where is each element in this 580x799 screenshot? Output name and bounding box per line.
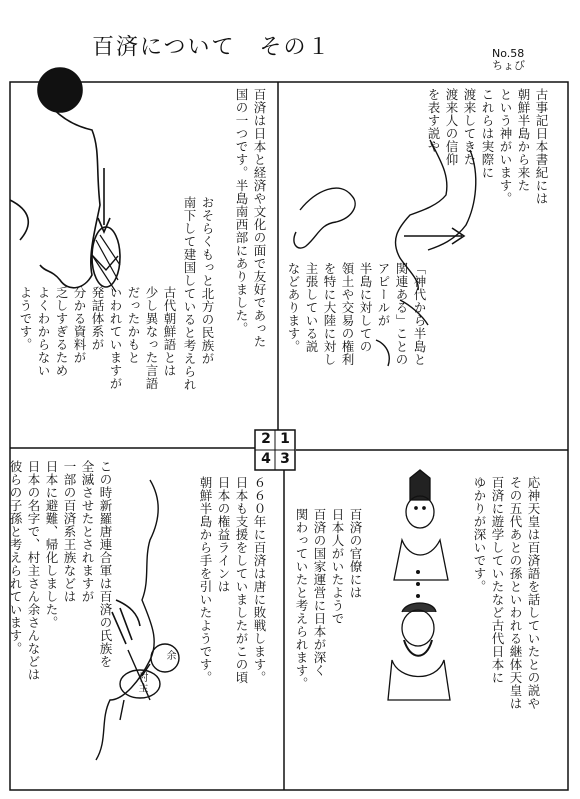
p3-line: ゆかりが深いです。 [472, 476, 487, 593]
panel-1-text [424, 88, 550, 428]
p3-line: 百済に遊学していたなど古代日本に [490, 476, 505, 684]
p2-line: 国の一つです。半島南西部にありました。 [234, 88, 249, 335]
issue-number: No.58 [492, 47, 525, 60]
p2c-line: 発話体系が [90, 286, 105, 351]
p1b-line: などあります。 [286, 262, 301, 353]
panel-number-4: 4 [261, 451, 271, 467]
panel-number-2: 2 [261, 431, 271, 447]
page-title: 百済について その１ [92, 35, 332, 60]
panel-2-text-2 [180, 196, 216, 428]
panel-number-1: 1 [280, 431, 290, 447]
p3b-line: 百済の官僚には [348, 508, 363, 599]
p1b-line: アピールが [376, 262, 391, 327]
p1-line: 渡来人の信仰 [444, 88, 459, 166]
p1b-line: 半島に対しての [358, 262, 373, 353]
p4-line: 日本の権益ラインは [216, 476, 231, 593]
p2c-line: 古代朝鮮語とは [162, 286, 177, 377]
keitai-figure [388, 603, 450, 700]
korea-map-sketch [10, 68, 120, 292]
p1b-line: 主張している説 [304, 262, 319, 353]
panel-2-text-3 [16, 286, 178, 436]
panel-3-text-2 [292, 508, 364, 784]
p1-line: 渡来してきた [462, 88, 477, 166]
p4b-line: 彼らの子孫と考えられています。 [8, 460, 23, 655]
p4-line: 日本も支援をしていましたがこの頃 [234, 476, 249, 684]
p1-line: 朝鮮半島から来た [516, 88, 531, 192]
label-village-chief: 村主 [136, 672, 147, 693]
p1b-line: 関連ある」ことの [394, 262, 409, 366]
p4-line: 朝鮮半島から手を引いたようです。 [198, 476, 213, 684]
p1b-line: を特に大陸に対し [322, 262, 337, 366]
p4b-line: この時新羅唐連合軍は百済の氏族を [98, 460, 113, 668]
p4b-line: 日本に避難、帰化しました。 [44, 460, 59, 629]
p2c-line: 少し異なった言語 [144, 286, 159, 390]
p1b-line: 領土や交易の権利 [340, 262, 355, 366]
p3b-line: 百済の国家運営に日本が深く [312, 508, 327, 677]
panel-4-text-2 [6, 460, 114, 790]
p3-line: 応神天皇は百済語を話していたとの説や [526, 476, 541, 710]
p4b-line: 全滅させたとされますが [80, 460, 95, 603]
p2c-line: ようです。 [18, 286, 33, 351]
p4b-line: 日本の名字で、村主さん余さんなどは [26, 460, 41, 681]
p2-line: 百済は日本と経済や文化の面で友好であった [252, 88, 267, 348]
p1-line: という神がいます。 [498, 88, 513, 205]
p2c-line: よくわからない [36, 286, 51, 377]
p1-line: 古事記日本書紀には [534, 88, 549, 205]
p3b-line: 関わっていたと考えられます。 [294, 508, 309, 690]
panel-3-text [470, 476, 542, 786]
p1-line: これらは実際に [480, 88, 495, 179]
panel-4-text [196, 476, 268, 786]
p2c-line: いわれていますが [108, 286, 123, 390]
p2b-line: 南下して建国していると考えられ [182, 196, 197, 391]
panel-number-3: 3 [280, 451, 290, 467]
p2b-line: おそらくもっと北方の民族が [200, 196, 215, 365]
p3-line: その五代あとの孫といわれる継体天皇は [508, 476, 523, 710]
label-yo: 余 [164, 650, 175, 661]
p3b-line: 日本人がいたようで [330, 508, 345, 625]
p4b-line: 一部の百済系王族などは [62, 460, 77, 603]
panel-2-text [232, 88, 268, 428]
panel-1-text-2 [284, 262, 428, 432]
emperor-figure [394, 470, 448, 580]
p1b-line: 「神代から半島と [412, 262, 427, 366]
p2c-line: 分かる資料が [72, 286, 87, 364]
p4-line: ６６０年に百済は唐に敗戦します。 [252, 476, 267, 684]
p1-line: を表す説や [426, 88, 441, 153]
p2c-line: 乏しすぎるため [54, 286, 69, 377]
author-name: ちょび [492, 59, 525, 72]
p2c-line: だったかもと [126, 286, 141, 364]
